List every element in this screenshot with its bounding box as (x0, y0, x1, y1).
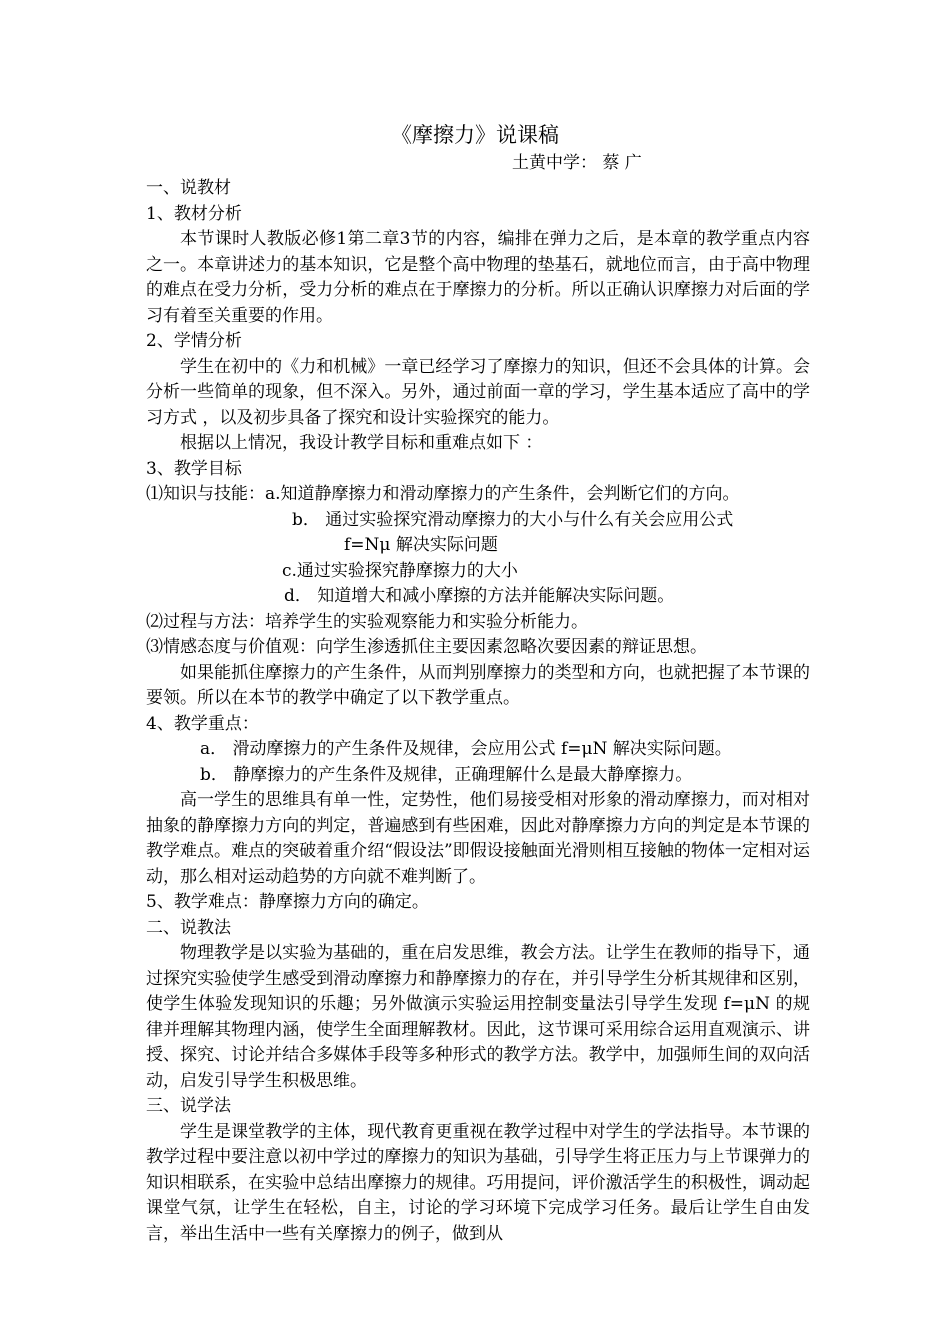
paragraph: 学生是课堂教学的主体，现代教育更重视在教学过程中对学生的学法指导。本节课的教学过程中要注意以初中学过的摩擦力的知识为基础，引导学生将正压力与上节课弹力的知识相联系，在实验中总结出摩擦力的规律。巧用提问，评价激活学生的积极性，调动起课堂气氛，让学生在轻松，自主，讨论的学习环境下完成学习任务。最后让学生自由发言，举出生活中一些有关摩擦力的例子，做到从 (146, 1121, 810, 1244)
paragraph: 本节课时人教版必修1第二章3节的内容，编排在弹力之后，是本章的教学重点内容之一。本章讲述力的基本知识，它是整个高中物理的垫基石，就地位而言，由于高中物理的难点在受力分析，受力分析的难点在于摩擦力的分析。所以正确认识摩擦力对后面的学习有着至关重要的作用。 (146, 229, 810, 326)
section-heading: 二、说教法 (146, 917, 231, 938)
author-line: 土黄中学： 蔡 广 (512, 153, 642, 173)
subsection-heading: 3、教学目标 (146, 458, 242, 479)
paragraph: 根据以上情况，我设计教学目标和重难点如下 ： (180, 433, 543, 453)
key-point-item: b． 静摩擦力的产生条件及规律，正确理解什么是最大静摩擦力。 (200, 764, 693, 785)
subsection-heading: 2、学情分析 (146, 331, 242, 351)
subsection-heading: 5、教学难点：静摩擦力方向的确定。 (146, 892, 429, 912)
subsection-heading: 1、教材分析 (146, 203, 242, 224)
paragraph: 高一学生的思维具有单一性，定势性，他们易接受相对形象的滑动摩擦力，而对相对抽象的静摩擦力方向的判定，普遍感到有些困难，因此对静摩擦力方向的判定是本节课的教学难点。难点的突破着重介绍“假设法”即假设接触面光滑则相互接触的物体一定相对运动，那么相对运动趋势的方向就不难判断了。 (146, 790, 810, 887)
key-point-item: a． 滑动摩擦力的产生条件及规律，会应用公式 f=μN 解决实际问题。 (200, 739, 732, 759)
document-title: 《摩擦力》说课稿 (391, 123, 559, 147)
objective-item: ⑴知识与技能：a.知道静摩擦力和滑动摩擦力的产生条件，会判断它们的方向。 (146, 484, 740, 504)
section-heading: 一、说教材 (146, 178, 231, 198)
objective-item: b． 通过实验探究滑动摩擦力的大小与什么有关会应用公式 (292, 509, 734, 530)
paragraph: 如果能抓住摩擦力的产生条件，从而判别摩擦力的类型和方向，也就把握了本节课的要领。所以在本节的教学中确定了以下教学重点。 (146, 662, 810, 708)
objective-item: c.通过实验探究静摩擦力的大小 (282, 560, 518, 581)
section-heading: 三、说学法 (146, 1096, 231, 1116)
objective-item: d． 知道增大和减小摩擦的方法并能解决实际问题。 (284, 586, 675, 606)
objective-item: ⑶情感态度与价值观：向学生渗透抓住主要因素忽略次要因素的辩证思想。 (146, 637, 707, 657)
objective-item-continued: f=Nμ 解决实际问题 (344, 535, 498, 555)
document-body (146, 176, 810, 1247)
subsection-heading: 4、教学重点： (146, 713, 259, 734)
paragraph: 物理教学是以实验为基础的，重在启发思维，教会方法。让学生在教师的指导下，通过探究实验使学生感受到滑动摩擦力和静摩擦力的存在，并引导学生分析其规律和区别，使学生体验发现知识的乐趣；另外做演示实验运用控制变量法引导学生发现 f=μN 的规律并理解其物理内涵，使学生全面理解教材。因此，这节课可采用综合运用直观演示、讲授、探究、讨论并结合多媒体手段等多种形式的教学方法。教学中，加强师生间的双向活动，启发引导学生积极思维。 (146, 943, 810, 1091)
objective-item: ⑵过程与方法：培养学生的实验观察能力和实验分析能力。 (146, 611, 588, 632)
paragraph: 学生在初中的《力和机械》一章已经学习了摩擦力的知识，但还不会具体的计算。会分析一些简单的现象，但不深入。另外，通过前面一章的学习，学生基本适应了高中的学习方式 ，以及初步具备了探究和设计实验探究的能力。 (146, 356, 810, 428)
